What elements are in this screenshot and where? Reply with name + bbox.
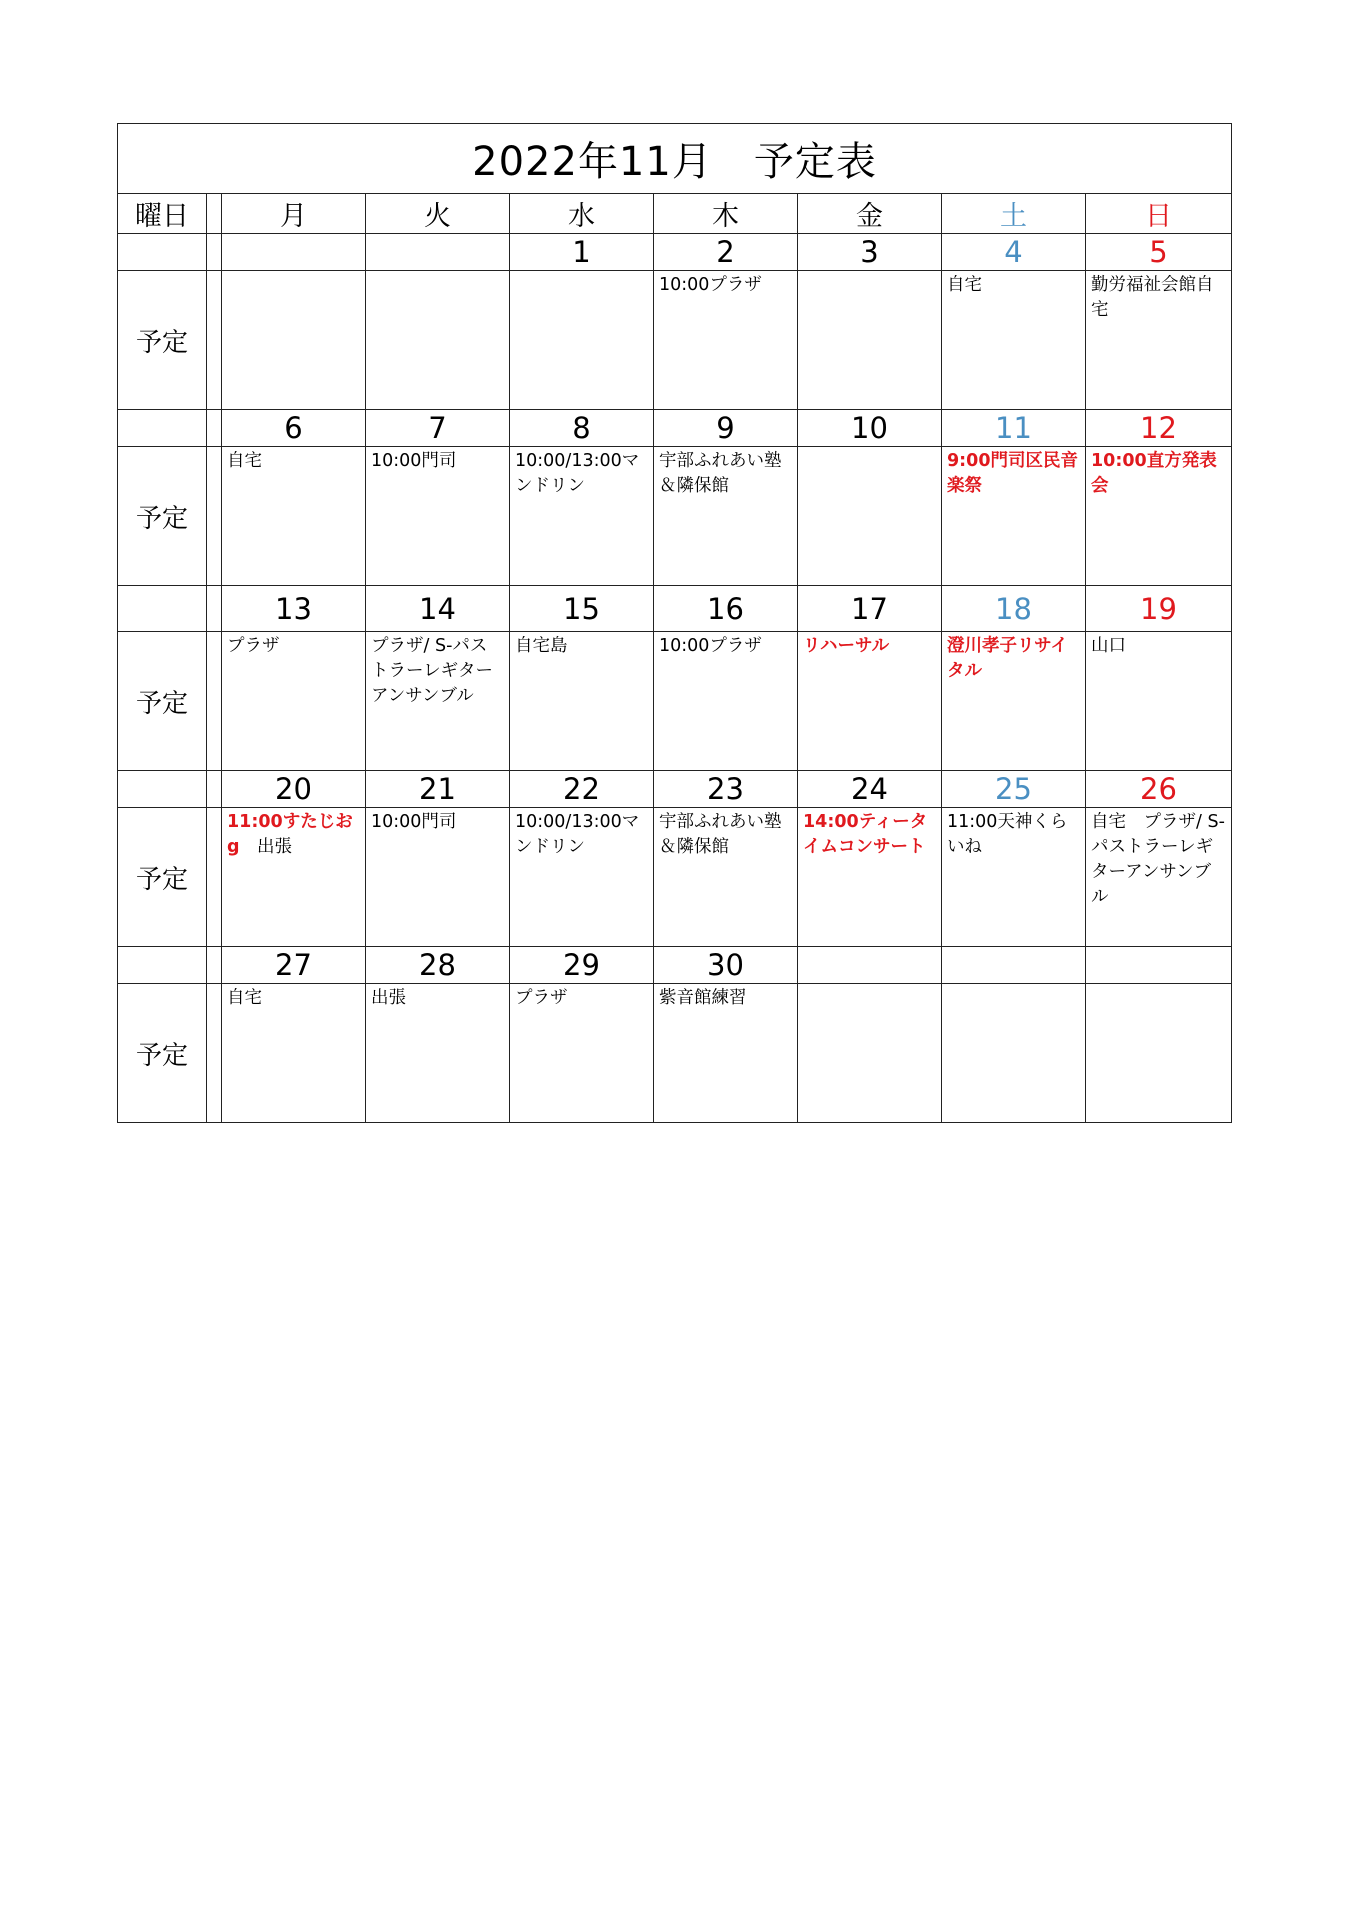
date-row [118, 947, 1232, 984]
date-cell-sun: 5 [1086, 234, 1232, 271]
date-cell-sat: 11 [942, 410, 1086, 447]
event-row [118, 271, 1232, 410]
event-cell-tue [366, 808, 510, 947]
event-cell-mon [222, 271, 366, 410]
event-cell-mon [222, 808, 366, 947]
weekday-thu: 木 [654, 194, 798, 234]
spacer-cell [207, 410, 222, 447]
date-cell-fri: 10 [798, 410, 942, 447]
date-cell-fri: 3 [798, 234, 942, 271]
event-cell-wed [510, 808, 654, 947]
date-cell-thu: 23 [654, 771, 798, 808]
spacer-cell [207, 808, 222, 947]
event-cell-thu [654, 632, 798, 771]
event-text: リハーサル [803, 636, 890, 656]
event-cell-sat [942, 984, 1086, 1123]
date-row [118, 410, 1232, 447]
event-cell-thu [654, 271, 798, 410]
date-cell-tue: 21 [366, 771, 510, 808]
event-text: プラザ [227, 636, 280, 656]
weekday-sat: 土 [942, 194, 1086, 234]
event-text: 14:00ティータイムコンサート [803, 812, 928, 857]
date-cell-thu: 30 [654, 947, 798, 984]
event-cell-mon [222, 632, 366, 771]
event-cell-sun [1086, 984, 1232, 1123]
event-cell-fri [798, 632, 942, 771]
event-row [118, 632, 1232, 771]
schedule-table [117, 123, 1232, 1123]
event-text: 9:00門司区民音楽祭 [947, 451, 1079, 496]
event-text: 山口 [1091, 636, 1126, 656]
event-row-label: 予定 [118, 984, 207, 1123]
event-cell-fri [798, 271, 942, 410]
event-text: 10:00/13:00マンドリン [515, 812, 640, 857]
date-row-label-cell [118, 410, 207, 447]
date-cell-sun: 26 [1086, 771, 1232, 808]
date-cell-sat [942, 947, 1086, 984]
event-cell-thu [654, 447, 798, 586]
weekday-sun: 日 [1086, 194, 1232, 234]
event-text: 澄川孝子リサイタル [947, 636, 1068, 681]
event-text: 自宅 [227, 988, 262, 1008]
event-row-label: 予定 [118, 808, 207, 947]
spacer-cell [207, 947, 222, 984]
spacer-cell [207, 586, 222, 632]
event-cell-sat [942, 271, 1086, 410]
spacer-cell [207, 984, 222, 1123]
event-text: プラザ/ S-パストラーレギターアンサンブル [371, 636, 493, 706]
event-cell-tue [366, 271, 510, 410]
date-cell-sun: 19 [1086, 586, 1232, 632]
event-row-label: 予定 [118, 632, 207, 771]
event-text: 紫音館練習 [659, 988, 747, 1008]
date-cell-wed: 15 [510, 586, 654, 632]
event-cell-wed [510, 984, 654, 1123]
event-text: 10:00プラザ [659, 275, 762, 295]
event-cell-tue [366, 447, 510, 586]
date-cell-wed: 29 [510, 947, 654, 984]
spacer-cell [207, 632, 222, 771]
date-row [118, 771, 1232, 808]
spacer-cell [207, 271, 222, 410]
date-cell-tue: 7 [366, 410, 510, 447]
event-cell-sun [1086, 632, 1232, 771]
date-row [118, 234, 1232, 271]
date-cell-fri [798, 947, 942, 984]
date-cell-fri: 17 [798, 586, 942, 632]
event-cell-sat [942, 808, 1086, 947]
weekday-tue: 火 [366, 194, 510, 234]
event-cell-tue [366, 984, 510, 1123]
event-cell-wed [510, 271, 654, 410]
event-row-label: 予定 [118, 271, 207, 410]
date-cell-wed: 8 [510, 410, 654, 447]
date-cell-fri: 24 [798, 771, 942, 808]
event-cell-tue [366, 632, 510, 771]
date-cell-mon: 27 [222, 947, 366, 984]
event-text: 宇部ふれあい塾＆隣保館 [659, 812, 782, 857]
date-cell-thu: 16 [654, 586, 798, 632]
date-cell-wed: 22 [510, 771, 654, 808]
event-row [118, 447, 1232, 586]
event-text: 自宅 プラザ/ S-パストラーレギターアンサンブル [1091, 812, 1225, 907]
event-cell-sun [1086, 271, 1232, 410]
event-cell-wed [510, 447, 654, 586]
date-cell-mon: 13 [222, 586, 366, 632]
event-cell-fri [798, 984, 942, 1123]
event-cell-fri [798, 447, 942, 586]
event-text: 宇部ふれあい塾＆隣保館 [659, 451, 782, 496]
date-row [118, 586, 1232, 632]
event-text: 10:00/13:00マンドリン [515, 451, 640, 496]
event-extra-text: 出張 [239, 837, 293, 857]
event-cell-sun [1086, 808, 1232, 947]
date-cell-sat: 18 [942, 586, 1086, 632]
event-text: 11:00天神くらいね [947, 812, 1068, 857]
date-cell-tue: 28 [366, 947, 510, 984]
event-cell-sun [1086, 447, 1232, 586]
date-cell-thu: 2 [654, 234, 798, 271]
event-cell-thu [654, 984, 798, 1123]
weekday-header-row [118, 194, 1232, 234]
date-cell-tue: 14 [366, 586, 510, 632]
event-cell-mon [222, 984, 366, 1123]
date-cell-sun: 12 [1086, 410, 1232, 447]
event-text: 自宅 [947, 275, 982, 295]
event-text: 10:00門司 [371, 812, 457, 832]
event-text: 10:00プラザ [659, 636, 762, 656]
date-cell-sat: 25 [942, 771, 1086, 808]
event-row [118, 808, 1232, 947]
spacer-cell [207, 447, 222, 586]
event-text: 11:00すたじおg [227, 812, 353, 857]
event-cell-sat [942, 632, 1086, 771]
date-cell-sat: 4 [942, 234, 1086, 271]
event-row [118, 984, 1232, 1123]
event-row-label: 予定 [118, 447, 207, 586]
event-cell-fri [798, 808, 942, 947]
spacer-cell [207, 771, 222, 808]
weekday-header-label: 曜日 [118, 194, 207, 234]
spacer-cell [207, 194, 222, 234]
event-text: 自宅島 [515, 636, 568, 656]
event-text: プラザ [515, 988, 568, 1008]
date-cell-wed: 1 [510, 234, 654, 271]
date-cell-sun [1086, 947, 1232, 984]
date-row-label-cell [118, 586, 207, 632]
event-text: 自宅 [227, 451, 262, 471]
weekday-mon: 月 [222, 194, 366, 234]
event-cell-thu [654, 808, 798, 947]
date-row-label-cell [118, 947, 207, 984]
date-cell-mon: 20 [222, 771, 366, 808]
weekday-fri: 金 [798, 194, 942, 234]
event-text: 10:00門司 [371, 451, 457, 471]
date-cell-tue [366, 234, 510, 271]
event-cell-sat [942, 447, 1086, 586]
page-title: 2022年11月 予定表 [118, 124, 1232, 194]
weekday-wed: 水 [510, 194, 654, 234]
date-row-label-cell [118, 234, 207, 271]
event-cell-wed [510, 632, 654, 771]
event-cell-mon [222, 447, 366, 586]
event-text: 10:00直方発表会 [1091, 451, 1217, 496]
spacer-cell [207, 234, 222, 271]
event-text: 勤労福祉会館自宅 [1091, 275, 1214, 320]
event-text: 出張 [371, 988, 406, 1008]
date-row-label-cell [118, 771, 207, 808]
date-cell-thu: 9 [654, 410, 798, 447]
date-cell-mon [222, 234, 366, 271]
date-cell-mon: 6 [222, 410, 366, 447]
